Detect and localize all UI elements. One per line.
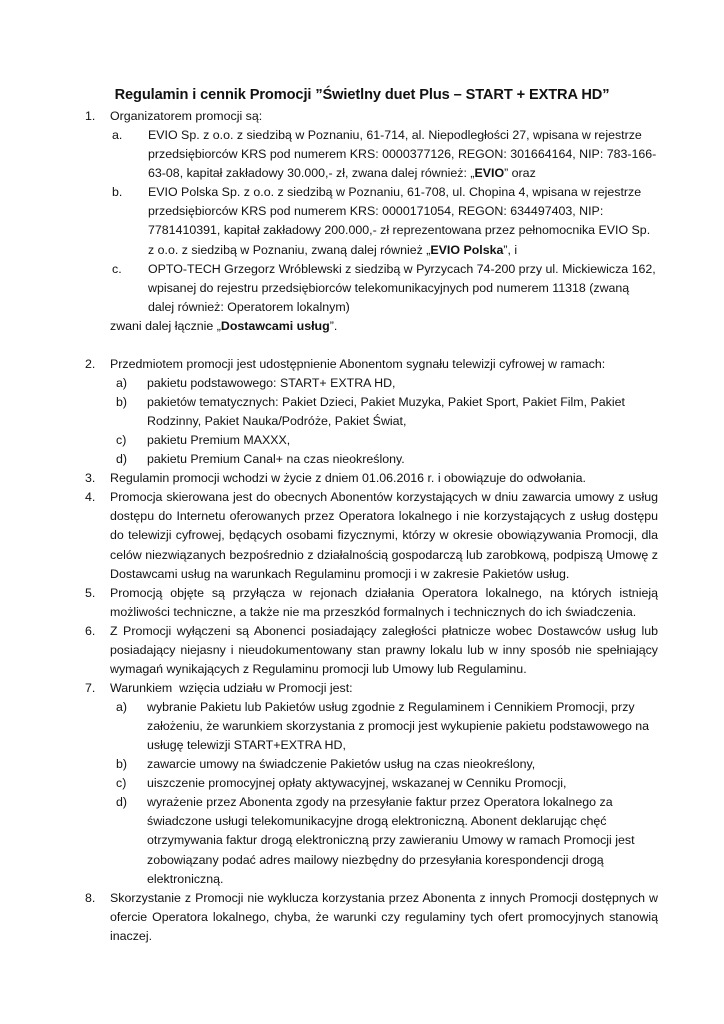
section-text: Warunkiem wzięcia udziału w Promocji jest: [110, 681, 353, 695]
list-item: wyrażenie przez Abonenta zgody na przesyłanie faktur przez Operatora lokalnego za świadczone usługi telekomunikacyjne drogą elektroniczną. Abonent deklarując chęć otrzymywania faktur drogą elektroniczną przy zawieraniu Umowy w ramach Promocji jest zobowiązany podać adres mailowy niezbędny do przesyłania korespondencji drogą elektroniczną. [147, 795, 635, 886]
section-text: Organizatorem promocji są: [110, 109, 263, 123]
section-number: 8. [85, 891, 96, 905]
list-item: uiszczenie promocyjnej opłaty aktywacyjnej, wskazanej w Cenniku Promocji, [147, 776, 567, 790]
list-item: pakietu Premium MAXXX, [147, 433, 291, 447]
item-letter: a) [116, 700, 128, 714]
item-a: EVIO Sp. z o.o. z siedzibą w Poznaniu, 61-714, al. Niepodległości 27, wpisana w rejestrze przedsiębiorców KRS pod numerem KRS: 0000377126, REGON: 301664164, NIP: 783-166-63-08, kapitał zakładowy 30.000,- zł, zwana dalej również: „EVIO” oraz [148, 128, 657, 181]
section-tail: zwani dalej łącznie „Dostawcami usług”. [110, 319, 338, 333]
item-letter: b) [116, 395, 128, 409]
section-number: 3. [85, 471, 96, 485]
item-b: EVIO Polska Sp. z o.o. z siedzibą w Poznaniu, 61-708, ul. Chopina 4, wpisana w rejestrze przedsiębiorców KRS pod numerem KRS: 0000171054, REGON: 634497403, NIP: 7781410391, kapitał zakładowy 200.000,- zł reprezentowana przez pełnomocnika EVIO Sp. z o.o. z siedzibą w Poznaniu, zwaną dalej również „EVIO Polska”, i [148, 185, 651, 257]
section-number: 6. [85, 624, 96, 638]
item-letter: b. [112, 185, 123, 199]
item-letter: c) [116, 433, 127, 447]
section-text: Skorzystanie z Promocji nie wyklucza korzystania przez Abonenta z innych Promocji dostępnych w ofercie Operatora lokalnego, chyba, że warunki czy regulaminy tych ofert promocyjnych stanowią inaczej. [110, 891, 658, 944]
item-c: OPTO-TECH Grzegorz Wróblewski z siedzibą w Pyrzycach 74-200 przy ul. Mickiewicza 162, wpisanej do rejestru przedsiębiorców telekomunikacyjnych pod numerem 11318 (zwaną dalej również: Operatorem lokalnym) [148, 262, 656, 315]
item-letter: c. [112, 262, 122, 276]
list-item: pakietów tematycznych: Pakiet Dzieci, Pakiet Muzyka, Pakiet Sport, Pakiet Film, Pakiet Rodzinny, Pakiet Nauka/Podróże, Pakiet Świat, [147, 395, 625, 429]
item-letter: c) [116, 776, 127, 790]
list-item: zawarcie umowy na świadczenie Pakietów usług na czas nieokreślony, [147, 757, 536, 771]
item-letter: a) [116, 376, 128, 390]
section-number: 2. [85, 357, 96, 371]
item-letter: a. [112, 128, 123, 142]
section-text: Regulamin promocji wchodzi w życie z dniem 01.06.2016 r. i obowiązuje do odwołania. [110, 471, 586, 485]
bold-term: EVIO [474, 166, 505, 181]
list-item: pakietu podstawowego: START+ EXTRA HD, [147, 376, 396, 390]
section-number: 1. [85, 109, 96, 123]
section-number: 7. [85, 681, 96, 695]
item-letter: b) [116, 757, 128, 771]
item-letter: d) [116, 795, 128, 809]
section-text: Z Promocji wyłączeni są Abonenci posiadający zaległości płatnicze wobec Dostawców usług lub posiadający niejasny i nieudokumentowany stan prawny lokalu lub w inny sposób nie spełniający wymagań wynikających z Regulaminu promocji lub Umowy lub Regulaminu. [110, 624, 658, 677]
section-text: Przedmiotem promocji jest udostępnienie Abonentom sygnału telewizji cyfrowej w ramach: [110, 357, 606, 371]
list-item: wybranie Pakietu lub Pakietów usług zgodnie z Regulaminem i Cennikiem Promocji, przy założeniu, że warunkiem skorzystania z promocji jest wykupienie pakietu podstawowego na usługę telewizji START+EXTRA HD, [147, 700, 650, 753]
section-text: Promocją objęte są przyłącza w rejonach działania Operatora lokalnego, na których istnieją możliwości techniczne, a także nie ma przeszkód formalnych i technicznych do ich świadczenia. [110, 586, 658, 620]
list-item: pakietu Premium Canal+ na czas nieokreślony. [147, 452, 405, 466]
document-title: Regulamin i cennik Promocji ”Świetlny duet Plus – START + EXTRA HD” [114, 87, 610, 103]
item-letter: d) [116, 452, 128, 466]
bold-term: EVIO Polska [430, 242, 504, 257]
section-number: 5. [85, 586, 96, 600]
section-number: 4. [85, 490, 96, 504]
section-text: Promocja skierowana jest do obecnych Abonentów korzystających w dniu zawarcia umowy z usług dostępu do Internetu oferowanych przez Operatora lokalnego i nie korzystających z usług dostępu do telewizji cyfrowej, będących osobami fizycznymi, którzy w okresie obowiązywania Promocji, dla celów niezwiązanych bezpośrednio z działalnością gospodarczą lub zarobkową, podpiszą Umowę z Dostawcami usług na warunkach Regulaminu promocji i w zakresie Pakietów usług. [110, 490, 658, 581]
bold-term: Dostawcami usług [220, 319, 330, 333]
